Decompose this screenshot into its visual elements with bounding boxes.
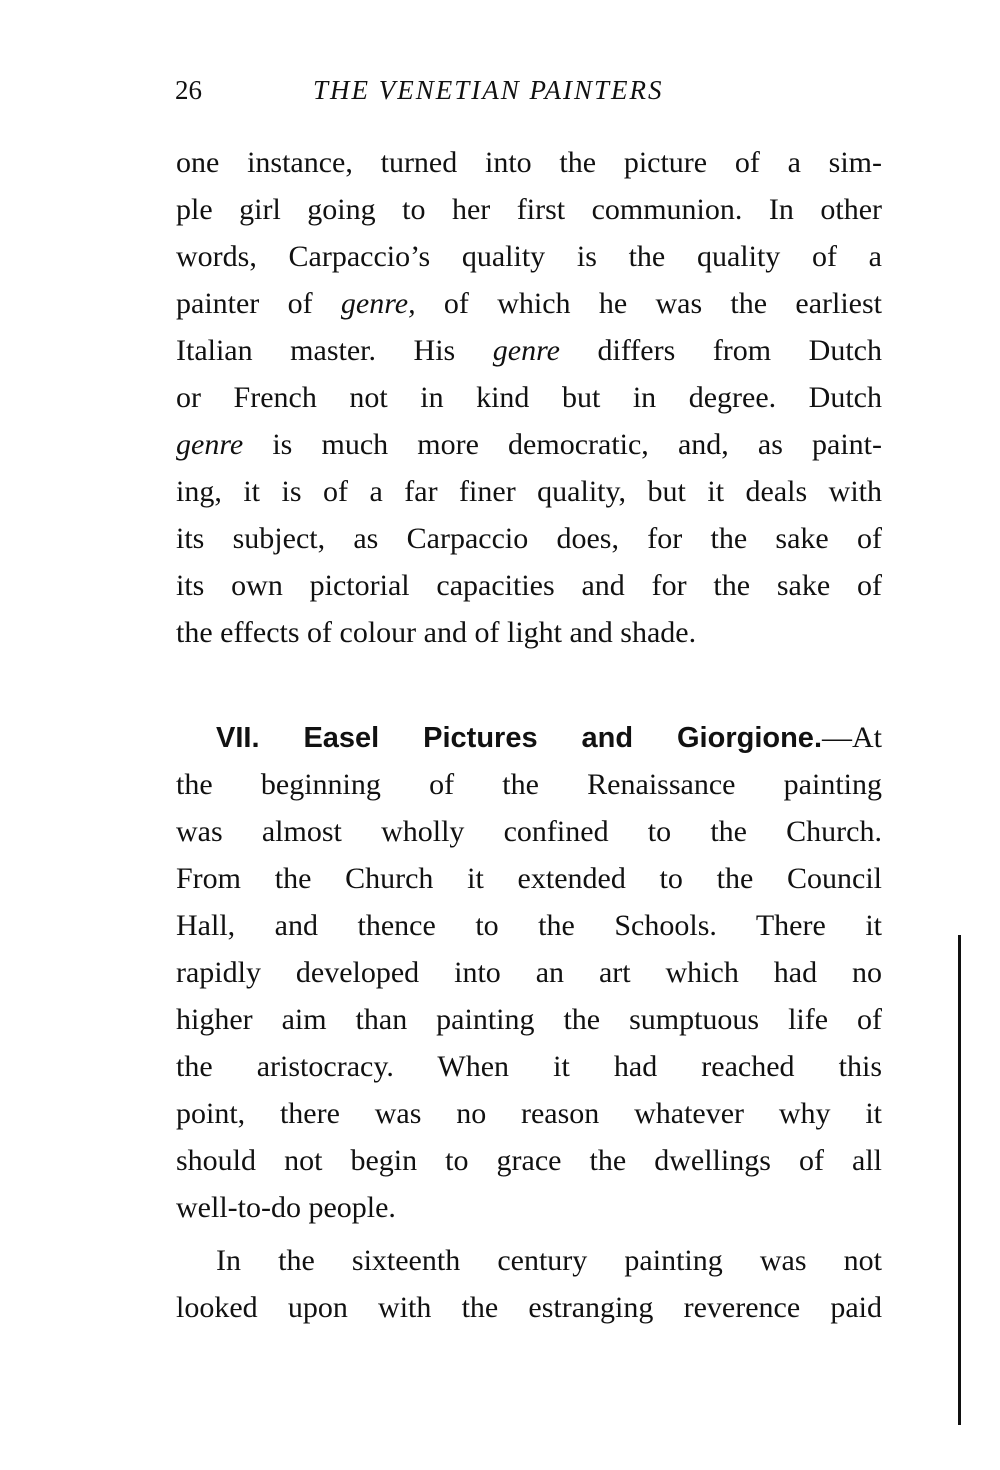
paragraph-sixteenth-century	[176, 1237, 882, 1331]
running-title: THE VENETIAN PAINTERS	[313, 75, 664, 105]
italic-genre: genre	[176, 428, 244, 461]
text-run: painter of	[176, 287, 341, 320]
text-line: In the sixteenth century painting was not	[216, 1244, 882, 1277]
text-run: of which he was the earliest	[415, 287, 883, 320]
section-heading: VII. Easel Pictures and Giorgione.	[216, 722, 822, 754]
text-line: one instance, turned into the picture of a sim-	[176, 146, 882, 179]
text-line: looked upon with the estranging reverence paid	[176, 1291, 882, 1324]
text-line: should not begin to grace the dwellings of all	[176, 1144, 882, 1177]
text-line: its own pictorial capacities and for the sake of	[176, 569, 882, 602]
text-line: From the Church it extended to the Council	[176, 862, 882, 895]
text-run: —At	[822, 721, 882, 754]
text-line	[176, 421, 882, 468]
text-line	[176, 327, 882, 374]
text-line: point, there was no reason whatever why it	[176, 1097, 882, 1130]
text-line: or French not in kind but in degree. Dutch	[176, 381, 882, 414]
text-line: higher aim than painting the sumptuous life of	[176, 1003, 882, 1036]
text-run: differs from Dutch	[559, 334, 882, 367]
text-run: is much more democratic, and, as paint-	[243, 428, 882, 461]
text-line: words, Carpaccio’s quality is the quality of a	[176, 240, 882, 273]
text-line: well-to-do people.	[176, 1191, 396, 1224]
text-line: ple girl going to her first communion. In other	[176, 193, 882, 226]
scan-edge-line	[958, 935, 961, 1425]
running-head	[175, 70, 745, 110]
text-line: the aristocracy. When it had reached this	[176, 1050, 882, 1083]
paragraph-easel-pictures	[176, 714, 882, 1231]
text-line: the beginning of the Renaissance painting	[176, 768, 882, 801]
text-line: its subject, as Carpaccio does, for the sake of	[176, 522, 882, 555]
text-line: rapidly developed into an art which had no	[176, 956, 882, 989]
italic-genre: genre	[492, 334, 560, 367]
paragraph-carpaccio-genre	[176, 139, 882, 656]
page-number: 26	[175, 75, 202, 105]
text-line: was almost wholly confined to the Church.	[176, 815, 882, 848]
text-line: the effects of colour and of light and shade.	[176, 616, 697, 649]
text-line	[176, 714, 882, 761]
text-line	[176, 280, 882, 327]
text-run: Italian master. His	[176, 334, 493, 367]
text-line: Hall, and thence to the Schools. There it	[176, 909, 882, 942]
text-line: ing, it is of a far finer quality, but it deals with	[176, 475, 882, 508]
italic-genre: genre,	[340, 287, 416, 320]
